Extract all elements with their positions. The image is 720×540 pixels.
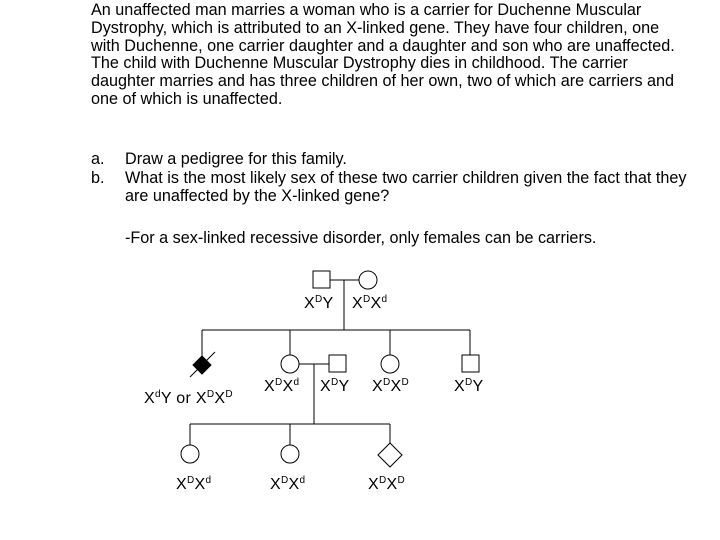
gen2-unaffected-son-genotype: $X^DY$ bbox=[454, 377, 484, 395]
gen2-affected-genotype: $X^dY$ or $X^DX^D$ bbox=[144, 389, 233, 407]
gen1-father-genotype: $X^DY$ bbox=[304, 294, 334, 312]
gen3-child3-genotype: $X^DX^D$ bbox=[368, 475, 406, 493]
gen3-child2-symbol bbox=[281, 445, 299, 463]
gen2-carrier-daughter-symbol bbox=[281, 355, 299, 373]
gen2-carrier-daughter-genotype: $X^DX^d$ bbox=[264, 377, 300, 395]
problem-paragraph: An unaffected man marries a woman who is a carrier for Duchenne Muscular Dystrophy, which is attributed to an X-linked gene. They have four children, one with Duchenne, one carrier daughter and a daughter and son who are unaffected. The child with Duchenne Muscular Dystrophy dies in childhood. The carrier daughter marries and has three children of her own, two of which are carriers and one of which is unaffected. bbox=[91, 1, 675, 108]
question-b-text: What is the most likely sex of these two carrier children given the fact that they are unaffected by the X-linked gene? bbox=[125, 168, 687, 205]
gen1-mother-genotype: $X^DX^d$ bbox=[352, 294, 388, 312]
gen3-child1-genotype: $X^DX^d$ bbox=[176, 475, 212, 493]
gen3-child1-symbol bbox=[181, 445, 199, 463]
answer-note: -For a sex-linked recessive disorder, only females can be carriers. bbox=[125, 229, 597, 247]
gen2-unaffected-daughter-symbol bbox=[381, 355, 399, 373]
gen2-spouse-genotype: $X^DY$ bbox=[320, 377, 350, 395]
gen1-father-symbol bbox=[313, 271, 330, 288]
gen3-child2-genotype: $X^DX^d$ bbox=[270, 475, 306, 493]
gen2-unaffected-daughter-genotype: $X^DX^D$ bbox=[372, 377, 410, 395]
gen2-spouse-symbol bbox=[329, 355, 346, 372]
question-a-text: Draw a pedigree for this family. bbox=[125, 150, 347, 168]
gen2-unaffected-son-symbol bbox=[462, 355, 479, 372]
gen1-mother-symbol bbox=[359, 271, 377, 289]
question-b-label: b. bbox=[91, 168, 105, 187]
question-a-label: a. bbox=[91, 150, 105, 168]
gen3-child3-symbol bbox=[378, 443, 402, 467]
